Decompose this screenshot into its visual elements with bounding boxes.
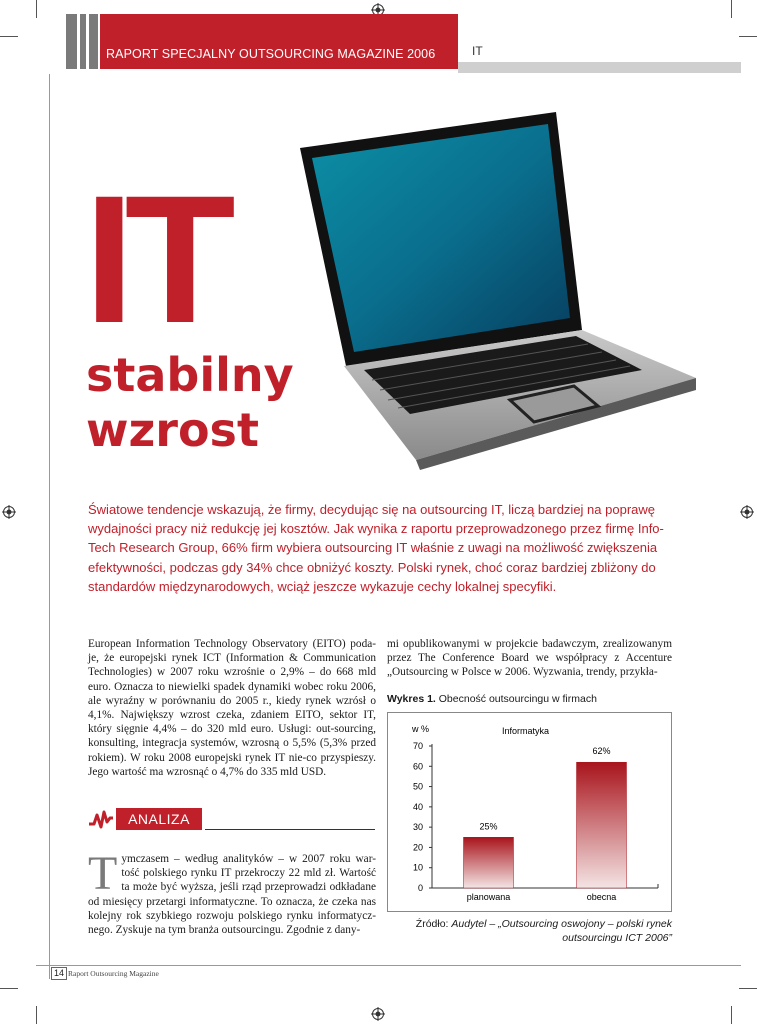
registration-mark-icon <box>740 505 754 519</box>
source-text: Audytel – „Outsourcing oswojony – polski rynek outsourcingu ICT 2006” <box>451 918 672 944</box>
crop-mark <box>739 36 757 37</box>
body-column-3-text: ymczasem – według analityków – w 2007 roku war-tość polskiego rynku IT przekroczy 22 mld zł. Wartość ta może być wyższa, jeśli rząd przeprowadzi odkładane od miesięcy przetargi informatyczne. To oznacza, że czeka nas kolejny rok szybkiego rozwoju polskiego rynku informatycz-nego. Zyskuje na tym branża outsourcingu. Zgodnie z dany- <box>88 853 376 937</box>
x-tick-label: planowana <box>466 892 511 902</box>
margin-line <box>49 74 50 979</box>
chart-frame <box>387 712 672 912</box>
y-tick-label: 30 <box>412 822 423 833</box>
lead-paragraph: Światowe tendencje wskazują, że firmy, decydując się na outsourcing IT, liczą bardziej na poprawę wydajności pracy niż redukcję jej kosztów. Jak wynika z raportu przeprowadzonego przez firmę Info-Tech Research Group, 66% firm wybiera outsourcing IT właśnie z uwagi na możliwość zwiększenia efektywności, podczas gdy 34% chce obniżyć koszty. Polski rynek, choć coraz bardziej zbliżony do standardów międzynarodowych, wciąż jeszcze wykazuje cechy lokalnej specyfiki. <box>88 502 664 594</box>
y-tick-label: 0 <box>417 883 423 893</box>
body-column-2: mi opublikowanymi w projekcie badawczym, zrealizowanym przez The Conference Board we współpracy z Accenture „Outsourcing w Polsce w 2006. Wyzwania, trendy, przykła- <box>387 638 672 679</box>
crop-mark <box>36 0 37 18</box>
footer-rule <box>36 965 741 966</box>
crop-mark <box>0 988 18 989</box>
headline-line-2: wzrost <box>86 403 259 457</box>
crop-mark <box>36 1006 37 1024</box>
crop-mark <box>731 0 732 18</box>
y-axis-label: w % <box>412 724 430 734</box>
section-rule <box>205 829 375 830</box>
y-tick-label: 20 <box>412 842 423 853</box>
chart-title: Informatyka <box>502 726 550 736</box>
body-column-3 <box>88 847 376 937</box>
chart-caption-text: Obecność outsourcingu w firmach <box>438 693 597 705</box>
y-tick-label: 60 <box>412 761 423 772</box>
data-label: 25% <box>479 821 498 832</box>
chart-caption-label: Wykres 1. <box>387 693 436 705</box>
section-label: ANALIZA <box>116 808 202 830</box>
y-tick-label: 10 <box>412 862 423 873</box>
header-rule <box>458 62 741 73</box>
registration-mark-icon <box>2 505 16 519</box>
bar <box>464 837 514 888</box>
page-number: 14 <box>51 967 67 980</box>
crop-mark <box>0 36 18 37</box>
headline-subtitle <box>86 348 294 458</box>
header-section-label: IT <box>472 44 483 58</box>
drop-cap: T <box>88 847 118 900</box>
headline-line-1: stabilny <box>86 348 294 402</box>
crop-mark <box>731 1006 732 1024</box>
body-column-1: European Information Technology Observatory (EITO) poda-je, że europejski rynek ICT (Information & Communication Technologies) w 2007 roku wzrośnie o 2,9% – do 668 mld euro. Oznacza to niewielki spadek dynamiki wobec roku 2006, ale wyraźny w porównaniu do 2005 r., kiedy rynek wzrósł o 4,1%. Największy wzrost czeka, zdaniem EITO, sektor IT, który sięgnie 4,4% – do 320 mld euro. Usługi: out-sourcing, konsulting, integracja systemów, wzrosną o 5,5% (5,3% przed rokiem). W roku 2008 europejski rynek IT nie-co przyspieszy. Jego wartość ma wzrosnąć o 4,7% do 335 mld USD. <box>88 638 376 778</box>
x-tick-label: obecna <box>586 892 617 902</box>
y-tick-label: 50 <box>412 781 423 792</box>
header-title: RAPORT SPECJALNY OUTSOURCING MAGAZINE 2006 <box>106 47 436 61</box>
chart-source <box>387 917 672 945</box>
data-label: 62% <box>592 746 611 757</box>
source-prefix: Źródło: <box>415 918 449 930</box>
header-stripe <box>80 14 86 69</box>
header-stripe <box>89 14 98 69</box>
laptop-illustration <box>298 108 700 470</box>
registration-mark-icon <box>371 1007 385 1021</box>
header-stripe <box>66 14 77 69</box>
crop-mark <box>739 988 757 989</box>
bar <box>577 762 627 888</box>
pulse-chart-icon <box>88 808 114 830</box>
y-tick-label: 40 <box>412 801 423 812</box>
headline-it: IT <box>84 157 226 361</box>
y-tick-label: 70 <box>412 741 423 751</box>
bar-chart <box>388 713 671 911</box>
footer-title: Raport Outsourcing Magazine <box>68 969 159 978</box>
chart-caption <box>387 693 597 705</box>
